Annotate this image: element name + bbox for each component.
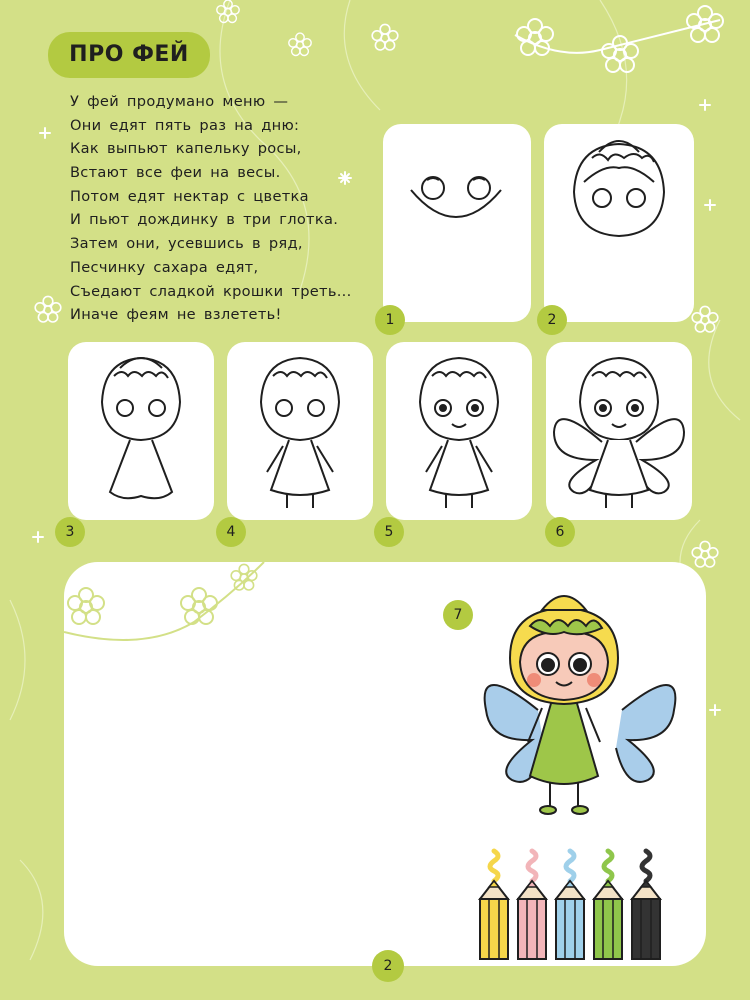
step-5-card [386,342,532,520]
page-number: 2 [372,950,404,982]
step-number: 1 [375,305,405,335]
fairy-drawing-icon [544,124,694,322]
step-3-card [68,342,214,520]
page-title: ПРО ФЕЙ [48,32,210,78]
pencil-icon [594,851,622,959]
pencils [472,845,672,965]
poem-line: Потом едят нектар с цветка [70,187,309,205]
poem-line: Песчинку сахара едят, [70,258,259,276]
step-number: 4 [216,517,246,547]
poem-line: Встают все феи на весы. [70,164,281,182]
step-number: 6 [545,517,575,547]
step-4-card [227,342,373,520]
fairy-drawing-icon [68,342,214,520]
poem-line: Они едят пять раз на дню: [70,116,300,134]
pencil-icon [632,851,660,959]
fairy-drawing-icon [546,342,692,520]
poem [70,90,352,327]
step-number: 3 [55,517,85,547]
poem-line: Иначе феям не взлететь! [70,306,282,324]
step-6-card [546,342,692,520]
pencil-icon [556,851,584,959]
fairy-drawing-icon [480,580,680,830]
step-number: 2 [537,305,567,335]
pencil-icon [480,851,508,959]
step-number: 7 [443,600,473,630]
poem-line: Как выпьют капельку росы, [70,140,302,158]
step-number: 5 [374,517,404,547]
poem-line: Затем они, усевшись в ряд, [70,235,303,253]
step-1-card [383,124,531,322]
fairy-drawing-icon [386,342,532,520]
fairy-drawing-icon [383,124,531,322]
poem-line: У фей продумано меню — [70,93,289,110]
fairy-drawing-icon [227,342,373,520]
step-2-card [544,124,694,322]
poem-line: И пьют дождинку в три глотка. [70,211,339,229]
poem-line: Съедают сладкой крошки треть... [70,282,352,300]
pencil-icon [518,851,546,959]
